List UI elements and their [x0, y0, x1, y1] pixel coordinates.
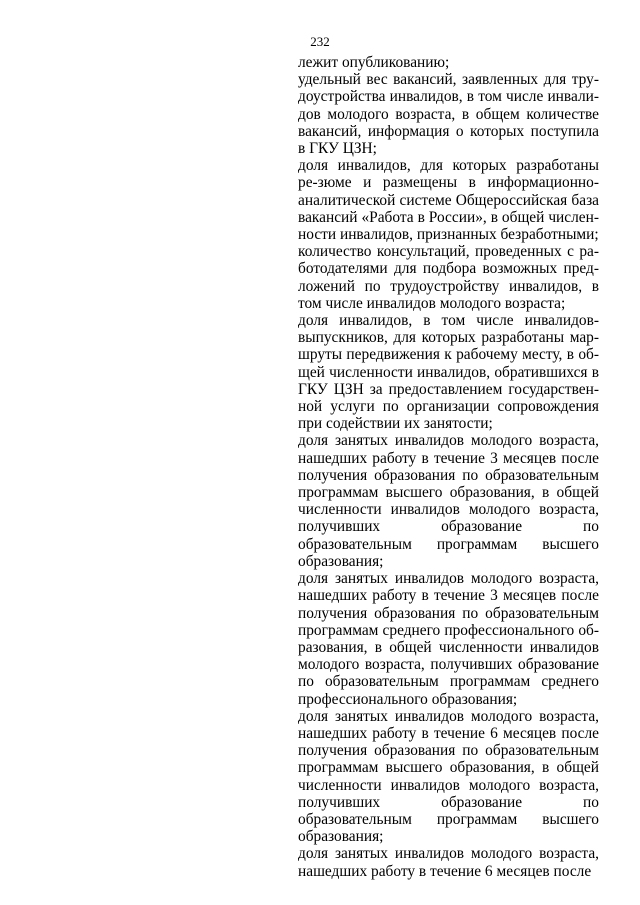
paragraph-text: доля инвалидов, для которых разработаны ре-зюме и размещены в информационно-аналитической системе Общероссийская база вакансий «Работа в России», в общей числен-ности инвалидов, признанных безработными; — [298, 157, 599, 244]
paragraph-text: доля занятых инвалидов молодого возраста, нашедших работу в течение 6 месяцев после получения образования по образовательным программам высшего образования, в общей численности инвалидов молодого возраста, получивших образование по образовательным программам высшего образования; — [298, 707, 599, 846]
paragraph-text: удельный вес вакансий, заявленных для тру-доустройства инвалидов, в том числе инвали-дов молодого возраста, в общем количестве вакансий, информация о которых поступила в ГКУ ЦЗН; — [298, 71, 599, 158]
paragraph-text: лежит опубликованию; — [298, 54, 450, 71]
paragraph-text: доля занятых инвалидов молодого возраста, нашедших работу в течение 6 месяцев после — [298, 845, 599, 880]
paragraph-text: доля инвалидов, в том числе инвалидов-выпускников, для которых разработаны мар-шруты передвижения к рабочему месту, в об-щей численности инвалидов, обратившихся в ГКУ ЦЗН за предоставлением государствен-ной услуги по организации сопровождения при содействии их занятости; — [298, 312, 599, 433]
page-number: 232 — [310, 34, 330, 49]
document-text-column — [298, 54, 599, 880]
paragraph-text: количество консультаций, проведенных с ра-ботодателями для подбора возможных пред-ложений по трудоустройству инвалидов, в том числе инвалидов молодого возраста; — [298, 243, 599, 312]
paragraph-text: доля занятых инвалидов молодого возраста, нашедших работу в течение 3 месяцев после получения образования по образовательным программам среднего профессионального об-разования, в общей численности инвалидов молодого возраста, получивших образование по образовательным программам среднего профессионального образования; — [298, 570, 599, 708]
paragraph-text: доля занятых инвалидов молодого возраста, нашедших работу в течение 3 месяцев после получения образования по образовательным программам высшего образования, в общей численности инвалидов молодого возраста, получивших образование по образовательным программам высшего образования; — [298, 432, 599, 570]
